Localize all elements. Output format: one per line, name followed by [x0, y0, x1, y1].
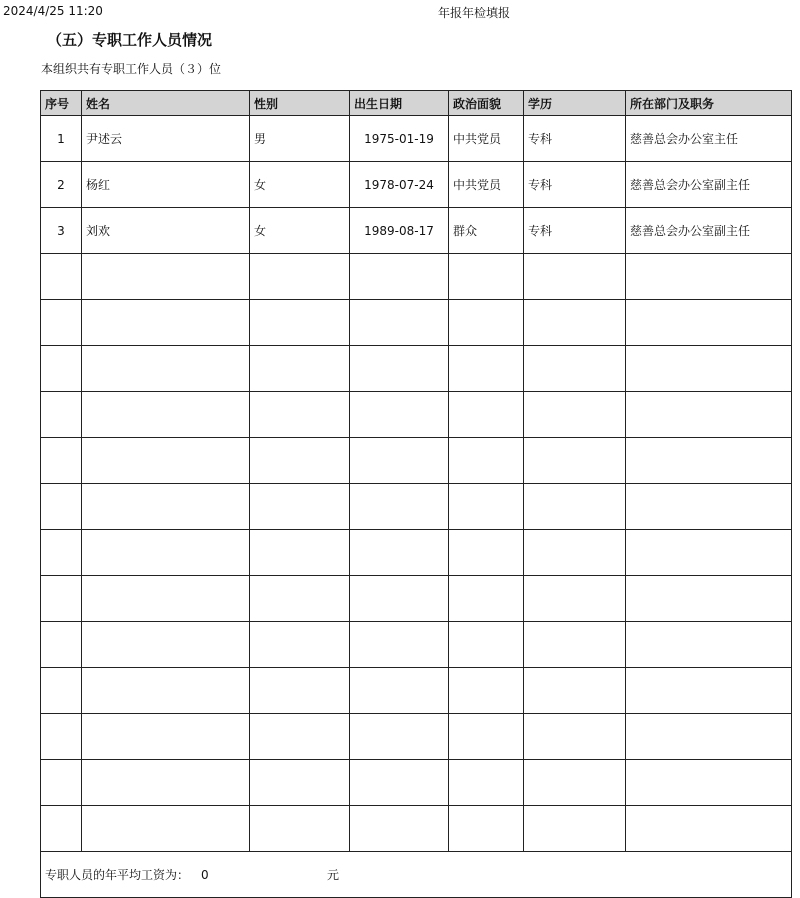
cell-department-role: 慈善总会办公室副主任 — [626, 162, 792, 208]
cell-gender: 女 — [250, 208, 350, 254]
empty-row — [41, 668, 792, 714]
average-wage-cell — [41, 852, 792, 898]
cell-education: 专科 — [524, 116, 626, 162]
empty-row — [41, 806, 792, 852]
col-header-name: 姓名 — [82, 91, 250, 116]
cell-department-role: 慈善总会办公室副主任 — [626, 208, 792, 254]
col-header-department-role: 所在部门及职务 — [626, 91, 792, 116]
staff-table — [40, 90, 792, 898]
staff-count-summary: 本组织共有专职工作人员（３）位 — [41, 62, 222, 76]
cell-education: 专科 — [524, 162, 626, 208]
empty-row — [41, 392, 792, 438]
cell-birth-date: 1975-01-19 — [350, 116, 449, 162]
table-row — [41, 116, 792, 162]
empty-row — [41, 760, 792, 806]
table-row — [41, 208, 792, 254]
cell-political-status: 中共党员 — [449, 162, 524, 208]
cell-education: 专科 — [524, 208, 626, 254]
empty-row — [41, 530, 792, 576]
empty-row — [41, 300, 792, 346]
col-header-birth-date: 出生日期 — [350, 91, 449, 116]
empty-row — [41, 714, 792, 760]
section-title: （五）专职工作人员情况 — [47, 31, 213, 49]
cell-name: 杨红 — [82, 162, 250, 208]
cell-name: 尹述云 — [82, 116, 250, 162]
document-title: 年报年检填报 — [438, 6, 511, 20]
cell-index: 2 — [41, 162, 82, 208]
cell-gender: 男 — [250, 116, 350, 162]
col-header-gender: 性别 — [250, 91, 350, 116]
cell-birth-date: 1989-08-17 — [350, 208, 449, 254]
empty-row — [41, 576, 792, 622]
cell-gender: 女 — [250, 162, 350, 208]
print-datetime: 2024/4/25 11:20 — [3, 4, 103, 18]
empty-row — [41, 484, 792, 530]
cell-name: 刘欢 — [82, 208, 250, 254]
average-wage-row — [41, 852, 792, 898]
empty-row — [41, 254, 792, 300]
col-header-index: 序号 — [41, 91, 82, 116]
col-header-education: 学历 — [524, 91, 626, 116]
average-wage-value: 0 — [201, 868, 209, 882]
table-header-row — [41, 91, 792, 116]
empty-row — [41, 438, 792, 484]
currency-unit: 元 — [327, 868, 340, 882]
cell-index: 3 — [41, 208, 82, 254]
cell-birth-date: 1978-07-24 — [350, 162, 449, 208]
cell-department-role: 慈善总会办公室主任 — [626, 116, 792, 162]
average-wage-label: 专职人员的年平均工资为： — [45, 868, 190, 882]
cell-political-status: 群众 — [449, 208, 524, 254]
table-row — [41, 162, 792, 208]
col-header-political-status: 政治面貌 — [449, 91, 524, 116]
empty-row — [41, 622, 792, 668]
empty-row — [41, 346, 792, 392]
cell-political-status: 中共党员 — [449, 116, 524, 162]
cell-index: 1 — [41, 116, 82, 162]
